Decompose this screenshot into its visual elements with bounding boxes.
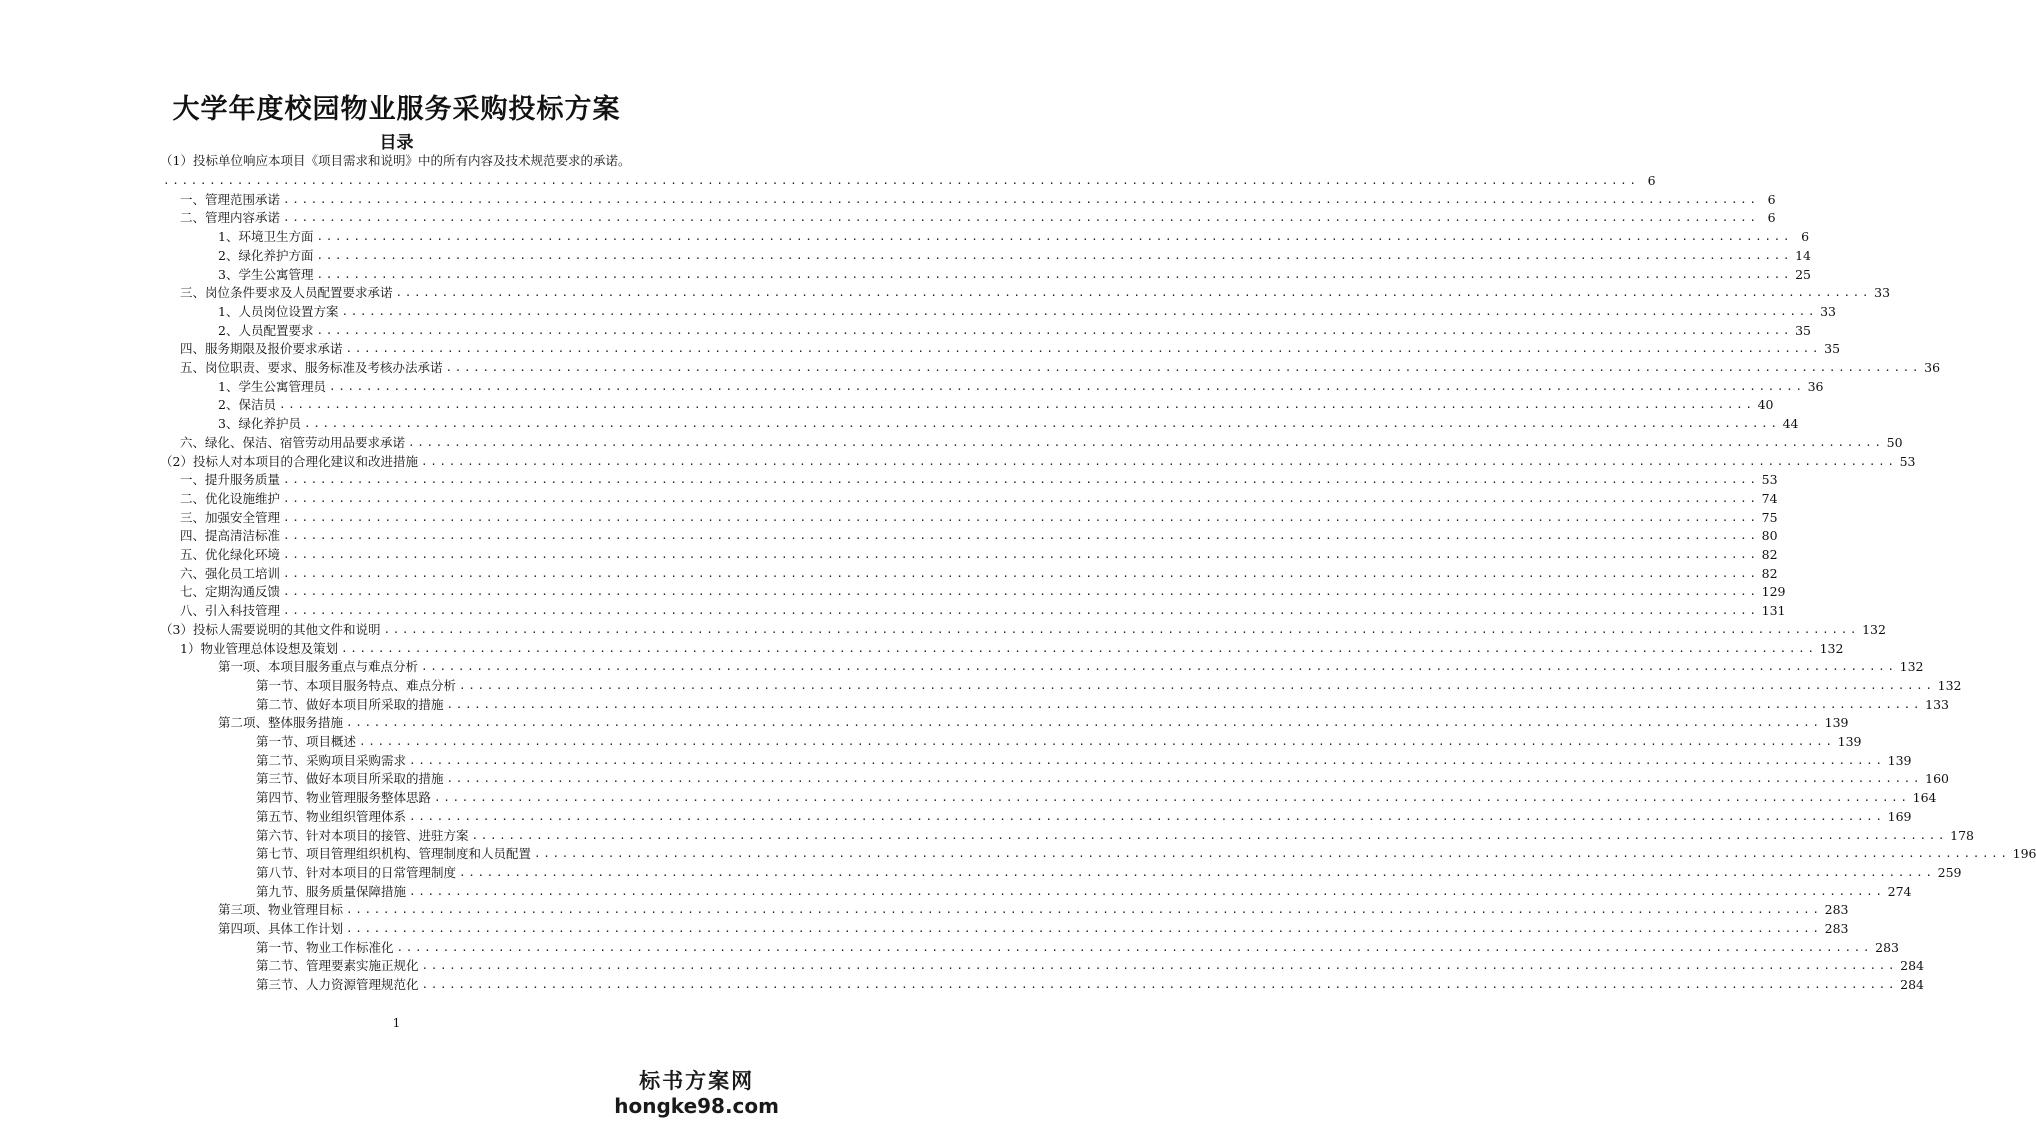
toc-entry-page: 274 xyxy=(1887,883,1912,899)
dot-leader: ................................................................................................................................................................ xyxy=(283,548,1759,561)
dot-leader: ................................................................................................................................................................ xyxy=(408,435,1884,449)
toc-entry-label: 二、管理内容承诺 xyxy=(180,210,281,226)
dot-leader: ................................................................................................................................................................ xyxy=(283,510,1759,524)
toc-entry-page: 283 xyxy=(1824,902,1849,918)
dot-leader: ................................................................................................................................................................ xyxy=(283,585,1759,599)
toc-entry-page: 50 xyxy=(1886,434,1903,450)
toc-entry-page: 164 xyxy=(1912,790,1937,806)
dot-leader: ................................................................................................................................................................ xyxy=(459,678,1935,692)
toc-entry[interactable] xyxy=(160,621,1886,640)
dot-leader: ................................................................................................................................................................ xyxy=(409,884,1885,898)
dot-leader: ................................................................................................................................................................ xyxy=(278,398,1755,412)
toc-entry-label: 五、岗位职责、要求、服务标准及考核办法承诺 xyxy=(180,360,443,375)
toc-entry[interactable] xyxy=(180,583,1786,602)
toc-entry-page: 283 xyxy=(1824,921,1849,936)
toc-entry-label: 第二项、整体服务措施 xyxy=(218,715,344,731)
toc-entry[interactable] xyxy=(180,209,1776,228)
toc-entry[interactable] xyxy=(218,378,1824,397)
toc-entry-label: 1）物业管理总体设想及策划 xyxy=(180,640,338,656)
toc-entry-page: 259 xyxy=(1937,864,1962,880)
dot-leader: ................................................................................................................................................................ xyxy=(283,491,1759,505)
toc-entry[interactable] xyxy=(180,640,1844,659)
toc-entry-label: （2）投标人对本项目的合理化建议和改进措施 xyxy=(160,453,418,469)
toc-entry[interactable] xyxy=(256,827,1974,846)
toc-entry-page: 82 xyxy=(1761,547,1778,562)
toc-entry-page: 283 xyxy=(1875,939,1899,955)
dot-leader: ................................................................................................................................................................ xyxy=(346,716,1822,730)
toc-entry[interactable] xyxy=(180,471,1778,490)
toc-entry-label: 一、提升服务质量 xyxy=(180,472,281,488)
toc-entry-label: 3、绿化养护员 xyxy=(218,416,301,432)
watermark xyxy=(614,1068,779,1118)
toc-entry-label: 第八节、针对本项目的日常管理制度 xyxy=(256,864,457,880)
toc-entry[interactable] xyxy=(256,939,1899,958)
toc-entry-page: 44 xyxy=(1782,416,1799,432)
dot-leader: ................................................................................................................................................................ xyxy=(395,286,1872,300)
toc-entry-label: 3、学生公寓管理 xyxy=(218,266,314,282)
toc-entry[interactable] xyxy=(180,565,1778,584)
toc-entry-label: 第九节、服务质量保障措施 xyxy=(256,883,407,899)
dot-leader: ................................................................................................................................................................ xyxy=(345,342,1822,356)
toc-entry[interactable] xyxy=(180,527,1778,546)
dot-leader: ................................................................................................................................................................ xyxy=(421,660,1897,674)
toc-entry-label: 第一节、项目概述 xyxy=(256,734,357,749)
toc-entry[interactable] xyxy=(256,789,1937,808)
toc-entry-page: 6 xyxy=(1767,191,1776,207)
toc-entry-page: 25 xyxy=(1795,266,1811,282)
toc-entry-label: 第一节、本项目服务特点、难点分析 xyxy=(256,677,457,693)
toc-entry-page: 36 xyxy=(1924,360,1941,375)
toc-entry[interactable] xyxy=(218,303,1836,322)
page-number: 1 xyxy=(392,1016,401,1030)
dot-leader: ................................................................................................................................................................ xyxy=(283,529,1759,543)
toc-entry[interactable] xyxy=(218,714,1849,733)
toc-entry[interactable] xyxy=(256,976,1924,995)
toc-entry-page: 33 xyxy=(1820,303,1836,319)
dot-leader: ................................................................................................................................................................ xyxy=(283,566,1759,580)
dot-leader: ................................................................................................................................................................ xyxy=(283,604,1759,618)
toc-entry[interactable] xyxy=(160,453,1916,472)
toc-entry[interactable] xyxy=(218,920,1849,939)
toc-entry-page: 196 xyxy=(2012,846,2036,862)
dot-leader: ................................................................................................................................................................ xyxy=(409,753,1885,767)
toc-entry-label: 1、人员岗位设置方案 xyxy=(218,303,339,319)
toc-entry-label: 第七节、项目管理组织机构、管理制度和人员配置 xyxy=(256,846,532,862)
dot-leader: ................................................................................................................................................................ xyxy=(421,959,1898,973)
dot-leader: ................................................................................................................................................................ xyxy=(346,903,1822,917)
watermark-url: hongke98.com xyxy=(614,1094,779,1118)
toc-intro-line xyxy=(160,152,720,170)
toc-entry[interactable] xyxy=(256,845,2036,864)
toc-entry[interactable] xyxy=(256,957,1924,976)
toc-entry[interactable] xyxy=(256,770,1949,789)
toc-entry-page: 14 xyxy=(1795,247,1811,263)
toc-entry[interactable] xyxy=(180,359,1941,378)
toc-entry[interactable] xyxy=(218,901,1849,920)
toc-entry-label: 八、引入科技管理 xyxy=(180,603,281,619)
toc-entry[interactable] xyxy=(256,733,1862,752)
toc-entry-label: 三、岗位条件要求及人员配置要求承诺 xyxy=(180,285,393,301)
toc-entry-page: 6 xyxy=(1767,210,1776,226)
toc-entry-label: 1、学生公寓管理员 xyxy=(218,378,326,394)
toc-entry[interactable] xyxy=(256,883,1912,902)
toc-entry-page: 33 xyxy=(1874,285,1891,301)
toc-entry-page: 139 xyxy=(1824,715,1849,731)
toc-entry-label: 第一节、物业工作标准化 xyxy=(256,939,394,955)
dot-leader: ................................................................................................................................................................ xyxy=(383,622,1860,636)
toc-entry-page: 53 xyxy=(1761,472,1778,488)
toc-entry[interactable] xyxy=(218,266,1811,285)
dot-leader: ................................................................................................................................................................ xyxy=(534,847,2010,861)
toc-entry[interactable] xyxy=(180,340,1841,359)
toc-entry[interactable] xyxy=(218,322,1811,341)
dot-leader: ................................................................................................................................................................ xyxy=(459,865,1935,879)
toc-entry-label: 二、优化设施维护 xyxy=(180,490,281,506)
toc-entry-label: 六、绿化、保洁、宿管劳动用品要求承诺 xyxy=(180,434,406,450)
toc-entry-label: 七、定期沟通反馈 xyxy=(180,584,281,600)
toc-entry-label: 第三节、做好本项目所采取的措施 xyxy=(256,771,444,787)
toc-entry-label: 第四项、具体工作计划 xyxy=(218,921,344,936)
toc-entry-page: 132 xyxy=(1819,640,1844,656)
dot-leader: ................................................................................................................................................................ xyxy=(163,174,1639,187)
dot-leader: ................................................................................................................................................................ xyxy=(316,267,1793,281)
toc-entry-label: 第二节、采购项目采购需求 xyxy=(256,752,407,768)
toc-entry-page: 169 xyxy=(1887,808,1912,824)
dot-leader: ................................................................................................................................................................ xyxy=(421,978,1898,992)
dot-leader: ................................................................................................................................................................ xyxy=(446,697,1923,711)
toc-entry-label: 2、绿化养护方面 xyxy=(218,247,314,263)
toc-entry[interactable] xyxy=(218,396,1774,415)
toc-entry-page: 35 xyxy=(1795,322,1811,338)
toc-entry[interactable] xyxy=(180,284,1891,303)
toc-entry-page: 139 xyxy=(1887,752,1912,768)
toc-entry-page: 40 xyxy=(1757,397,1774,413)
toc-entry[interactable] xyxy=(180,602,1786,621)
dot-leader: ................................................................................................................................................................ xyxy=(445,361,1922,374)
toc-entry[interactable] xyxy=(180,509,1778,528)
dot-leader: ................................................................................................................................................................ xyxy=(328,379,1805,393)
toc-entry-page: 133 xyxy=(1925,696,1949,712)
toc-entry-page: 35 xyxy=(1824,341,1841,357)
toc-entry[interactable] xyxy=(218,247,1811,266)
toc-entry-label: 六、强化员工培训 xyxy=(180,565,281,581)
toc-entry-label: 第三节、人力资源管理规范化 xyxy=(256,977,419,993)
toc-entry-label: 2、保洁员 xyxy=(218,397,276,413)
toc-entry[interactable] xyxy=(218,228,1810,247)
dot-leader: ................................................................................................................................................................ xyxy=(434,791,1910,805)
toc-entry[interactable] xyxy=(256,752,1912,771)
toc-entry[interactable] xyxy=(256,696,1949,715)
toc-entry-label: 第二节、管理要素实施正规化 xyxy=(256,958,419,974)
dot-leader: ................................................................................................................................................................ xyxy=(283,211,1759,225)
toc-entry[interactable] xyxy=(180,434,1903,453)
toc-entry[interactable] xyxy=(218,415,1799,434)
toc-entry-page: 80 xyxy=(1761,528,1778,544)
toc-entry-page: 178 xyxy=(1950,827,1974,843)
toc-entry-label: 第四节、物业管理服务整体思路 xyxy=(256,790,432,806)
dot-leader: ................................................................................................................................................................ xyxy=(471,828,1948,842)
page-title: 大学年度校园物业服务采购投标方案 xyxy=(172,94,621,125)
toc-entry-label: 2、人员配置要求 xyxy=(218,322,314,338)
toc-entry[interactable] xyxy=(180,546,1778,565)
dot-leader: ................................................................................................................................................................ xyxy=(346,922,1822,935)
toc-entry[interactable] xyxy=(256,677,1962,696)
toc-entry[interactable] xyxy=(180,191,1776,210)
toc-entry[interactable] xyxy=(180,490,1778,509)
dot-leader: ................................................................................................................................................................ xyxy=(446,772,1923,786)
toc-entry[interactable] xyxy=(256,808,1912,827)
toc-intro-label: （1）投标单位响应本项目《项目需求和说明》中的所有内容及技术规范要求的承诺。 xyxy=(160,153,631,168)
toc-entry-page: 139 xyxy=(1837,734,1862,749)
toc-entry-label: 第三项、物业管理目标 xyxy=(218,902,344,918)
toc-entry-label: （3）投标人需要说明的其他文件和说明 xyxy=(160,621,381,637)
dot-leader: ................................................................................................................................................................ xyxy=(409,809,1885,823)
toc-entry-page: 75 xyxy=(1761,509,1778,525)
toc-entry-label: 第五节、物业组织管理体系 xyxy=(256,808,407,824)
toc-entry-label: 第一项、本项目服务重点与难点分析 xyxy=(218,659,419,675)
dot-leader: ................................................................................................................................................................ xyxy=(420,454,1897,468)
dot-leader: ................................................................................................................................................................ xyxy=(316,248,1793,262)
dot-leader: ................................................................................................................................................................ xyxy=(303,417,1780,431)
toc-entry-page: 160 xyxy=(1925,771,1949,787)
toc-entry-page: 82 xyxy=(1761,565,1778,581)
dot-leader: ................................................................................................................................................................ xyxy=(340,641,1817,655)
toc-entry[interactable] xyxy=(160,172,1656,191)
dot-leader: ................................................................................................................................................................ xyxy=(316,230,1793,244)
toc-entry-page: 284 xyxy=(1900,977,1924,993)
toc-entry[interactable] xyxy=(218,658,1924,677)
dot-leader: ................................................................................................................................................................ xyxy=(396,940,1873,954)
toc-entry-page: 53 xyxy=(1899,453,1916,469)
toc-entry-page: 6 xyxy=(1801,229,1810,245)
dot-leader: ................................................................................................................................................................ xyxy=(341,304,1818,318)
toc-entry-label: 1、环境卫生方面 xyxy=(218,229,314,245)
toc-entry-label: 四、提高清洁标准 xyxy=(180,528,281,544)
toc-entry-label: 第六节、针对本项目的接管、进驻方案 xyxy=(256,827,469,843)
toc-entry-page: 36 xyxy=(1807,378,1824,394)
dot-leader: ................................................................................................................................................................ xyxy=(359,735,1835,748)
toc-entry-page: 132 xyxy=(1862,621,1886,637)
toc-entry-label: 一、管理范围承诺 xyxy=(180,191,281,207)
toc-entry-page: 131 xyxy=(1761,603,1786,619)
watermark-brand: 标书方案网 xyxy=(639,1069,755,1093)
toc-entry-label: 五、优化绿化环境 xyxy=(180,547,281,562)
toc-entry-page: 284 xyxy=(1900,958,1924,974)
toc-entry-page: 132 xyxy=(1937,677,1962,693)
toc-entry-label: 三、加强安全管理 xyxy=(180,509,281,525)
toc-entry-page: 74 xyxy=(1761,490,1778,506)
toc-entry-page: 6 xyxy=(1647,173,1656,188)
toc-entry[interactable] xyxy=(256,864,1962,883)
toc-heading: 目录 xyxy=(379,133,414,153)
toc-entry-page: 129 xyxy=(1761,584,1786,600)
dot-leader: ................................................................................................................................................................ xyxy=(283,192,1759,206)
dot-leader: ................................................................................................................................................................ xyxy=(283,473,1759,487)
dot-leader: ................................................................................................................................................................ xyxy=(316,323,1793,337)
toc-entry-label: 第二节、做好本项目所采取的措施 xyxy=(256,696,444,712)
toc-entry-label: 四、服务期限及报价要求承诺 xyxy=(180,341,343,357)
toc-entry-page: 132 xyxy=(1899,659,1924,675)
